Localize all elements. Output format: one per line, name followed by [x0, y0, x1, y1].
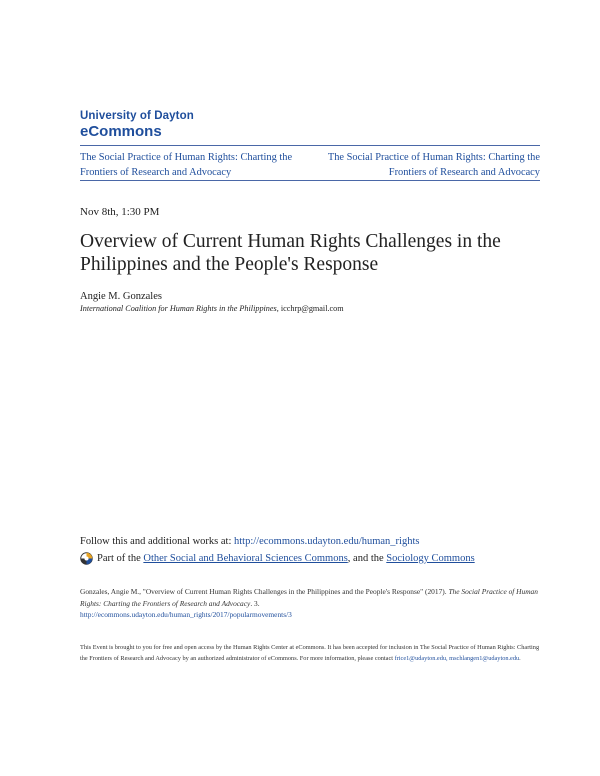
series-link-right[interactable]: The Social Practice of Human Rights: Charting the Frontiers of Research and Advocacy — [327, 152, 540, 178]
access-notice — [80, 642, 540, 664]
contact-emails[interactable]: frice1@udayton.edu, mschlangen1@udayton.edu — [394, 655, 520, 662]
notice-end: . — [519, 655, 521, 662]
citation-suffix: . 3. — [250, 598, 260, 608]
commons-link-sociology[interactable]: Sociology Commons — [386, 553, 475, 564]
event-time: Nov 8th, 1:30 PM — [80, 206, 160, 218]
commons-link-other[interactable]: Other Social and Behavioral Sciences Commons — [143, 553, 348, 564]
network-icon — [80, 552, 93, 565]
citation-journal: The Social Practice of Human Rights: Charting the Frontiers of Research and Advocacy — [80, 587, 538, 608]
page-title: Overview of Current Human Rights Challenges in the Philippines and the People's Response — [80, 231, 501, 275]
citation-block — [80, 586, 540, 621]
repository-name[interactable]: eCommons — [80, 123, 162, 140]
series-link-left[interactable]: The Social Practice of Human Rights: Charting the Frontiers of Research and Advocacy — [80, 152, 293, 178]
notice-text: This Event is brought to you for free and open access by the Human Rights Center at eCommons. It has been accepted for inclusion in The Social Practice of Human Rights: Charting the Frontiers of Research and Advocacy by an authorized administrator of eCommons. For more information, please contact — [80, 644, 540, 662]
affiliation-name: International Coalition for Human Rights in the Philippines — [80, 304, 277, 313]
author-affiliation — [80, 304, 344, 313]
citation-url[interactable]: http://ecommons.udayton.edu/human_rights/2017/popularmovements/3 — [80, 610, 292, 619]
top-divider — [80, 145, 540, 146]
bottom-divider — [80, 180, 540, 181]
part-of-middle: , and the — [347, 553, 384, 564]
header-brand — [80, 110, 194, 140]
author-email: , icchrp@gmail.com — [276, 304, 344, 313]
follow-line — [80, 536, 419, 547]
collection-link[interactable]: http://ecommons.udayton.edu/human_rights — [234, 536, 420, 547]
part-of-prefix: Part of the — [97, 553, 141, 564]
citation-text: Gonzales, Angie M., "Overview of Current Human Rights Challenges in the Philippines and the People's Response" (2017). — [80, 587, 449, 596]
author-name: Angie M. Gonzales — [80, 291, 162, 302]
follow-prefix: Follow this and additional works at: — [80, 536, 234, 547]
university-name[interactable]: University of Dayton — [80, 110, 194, 122]
part-of-line — [80, 552, 475, 565]
